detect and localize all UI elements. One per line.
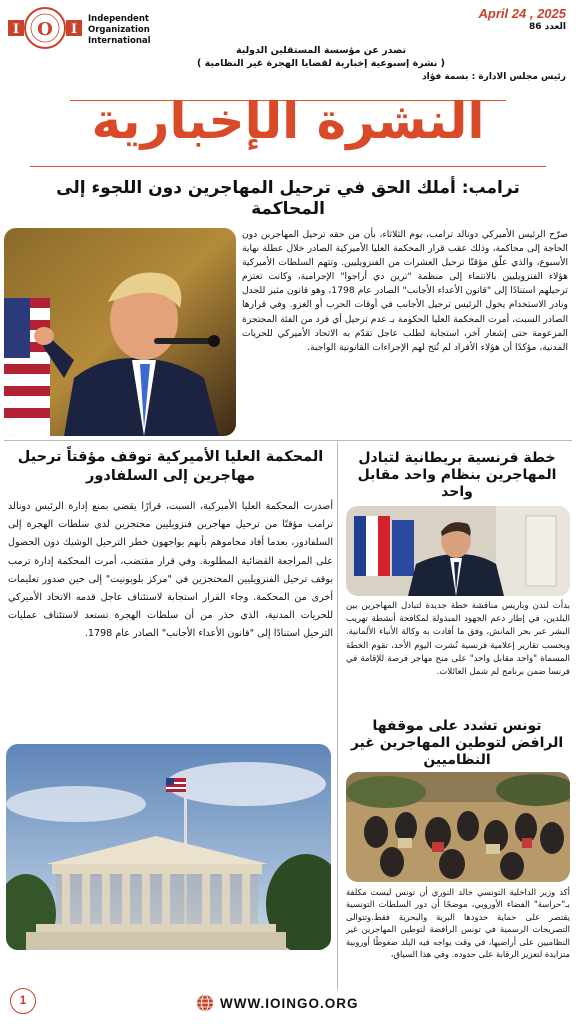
chairman-credit: رئيس مجلس الادارة : بسمة فؤاد	[422, 72, 566, 82]
article-headline: المحكمة العليا الأميركية توقف مؤقتاً ترحيل مهاجرين إلى السلفادور	[17, 449, 324, 484]
globe-icon	[196, 994, 214, 1012]
org-logo	[6, 6, 166, 50]
article-body: بدأت لندن وباريس مناقشة خطة جديدة لتبادل المهاجرين بين البلدين، في إطار دعم الجهود المبذولة لمكافحة أنشطة تهريب البشر عبر بحر المانش، وفق ما أفادت به وكالة الأنباء الألمانية. وبحسب تقارير إعلامية فرنسية نُشرت اليوم الأحد، تقوم الخطة المسماة "واحد مقابل واحد" على منح مهاجر فرصة للإقامة في فرنسا ضمن برنامج لم شمل العائلات.	[346, 601, 570, 678]
svg-text:I: I	[12, 22, 20, 37]
publisher-info	[196, 44, 446, 70]
org-name-line: Independent	[88, 14, 149, 24]
france-minister-photo	[346, 506, 570, 596]
issue-number: العدد 86	[528, 22, 566, 32]
article-body: أصدرت المحكمة العليا الأميركية، السبت، قرارًا يقضي بمنع إدارة الرئيس دونالد ترامب مؤقتًا من ترحيل مهاجرين فنزويليين محتجزين لدى سلطات الهجرة إلى السلفادور، بعدما أفاد محاموهم بأنهم يواجهون خطر الترحيل الوشيك دون الحصول على المراجعة القضائية المطلوبة. وفي قرار مقتضب، أمرت المحكمة إدارة ترمب بوقف ترحيل الفنزويليين المحتجزين في "مركز بلوبونيت" إلى حين صدور تعليمات أخرى من المحكمة. وجاء القرار استجابة لاستئناف عاجل قدمه الاتحاد الأميركي للحريات المدنية، الذي حذر من أن سلطات الهجرة تستعد لاستئناف عمليات الترحيل استنادًا إلى "قانون الأعداء الأجانب" الصادر عام 1798.	[8, 501, 333, 640]
svg-text:O: O	[37, 19, 53, 40]
article-body: صرّح الرئيس الأميركي دونالد ترامب، يوم الثلاثاء، بأن من حقه ترحيل المهاجرين دون الحاجة إلى محاكمة، وذلك عقب قرار المحكمة العليا الأميركية الصادر خلال عطلة نهاية الأسبوع، والذي علّق مؤقتًا ترحيل العشرات من الفنزويليين. وتتهم السلطات الأميركية هؤلاء الفنزويليين بالانتماء إلى منظمة "ترين دي أراجوا" الإجرامية، وكانت تعتزم ترحيلهم استنادًا إلى "قانون الأعداء الأجانب" الصادر عام 1798، وهو قانون مثير للجدل ونادر الاستخدام يخول الرئيس ترحيل الأجانب في أوقات الحرب أو الغزو. وفي قرارها الصادر السبت، أمرت المحكمة العليا الحكومة بـ عدم ترحيل أي فرد من الفئة المحتجزة المزعومة حتى إشعار آخر، استجابة لطلب عاجل تقدّم به الاتحاد الأميركي للحريات المدنية، مؤكدًا أن هؤلاء الأفراد لم تُتح لهم الإجراءات القانونية الواجبة.	[242, 229, 568, 353]
migrants-image	[346, 772, 570, 882]
logo-emblem-icon	[6, 6, 84, 50]
supreme-court-photo	[6, 744, 331, 950]
page-number: 1	[10, 988, 36, 1014]
article-headline: ترامب: أملك الحق في ترحيل المهاجرين دون اللجوء إلى المحاكمة	[56, 178, 520, 219]
publisher-tagline: ( نشرة إسبوعية إخبارية لقضايا الهجرة غير النظامية )	[196, 58, 446, 69]
trump-photo	[4, 228, 236, 436]
publisher-line: تصدر عن مؤسسة المستقلين الدولية	[235, 45, 407, 56]
masthead-rule-bottom	[30, 166, 546, 167]
org-name-line: Organization	[88, 25, 150, 35]
trump-photo-image	[4, 228, 236, 436]
svg-text:I: I	[70, 22, 78, 37]
section-divider	[4, 440, 572, 441]
column-divider	[337, 442, 338, 990]
article-headline: تونس تشدد على موقفها الرافض لتوطين المهاجرين غير النظاميين	[350, 718, 564, 768]
supreme-court-image	[6, 744, 331, 950]
org-name-line: International	[88, 36, 151, 46]
article-body: أكد وزير الداخلية التونسي خالد النوري أن تونس ليست مكلفة بـ"حراسة" الفضاء الأوروبي، موضحًا أن دور السلطات التونسية يقتصر على حماية حدودها البرية والبحرية فقط.وتتوالى التصريحات الرسمية في تونس الرافضة لتوطين المهاجرين غير النظاميين على أراضيها، في وقت يواجه فيه البلد ضغوطًا أوروبية متزايدة لتعزيز الرقابة على حدوده. وفي هذا السياق،	[346, 887, 570, 960]
article-headline: خطة فرنسية بريطانية لتبادل المهاجرين بنظام واحد مقابل واحد	[357, 450, 557, 500]
org-name	[88, 14, 151, 47]
website-link[interactable]: WWW.IOINGO.ORG	[220, 996, 359, 1011]
france-minister-image	[346, 506, 570, 596]
masthead-title: النشرة الإخبارية	[91, 92, 485, 150]
issue-date: April 24 , 2025	[478, 6, 566, 21]
migrants-photo	[346, 772, 570, 882]
